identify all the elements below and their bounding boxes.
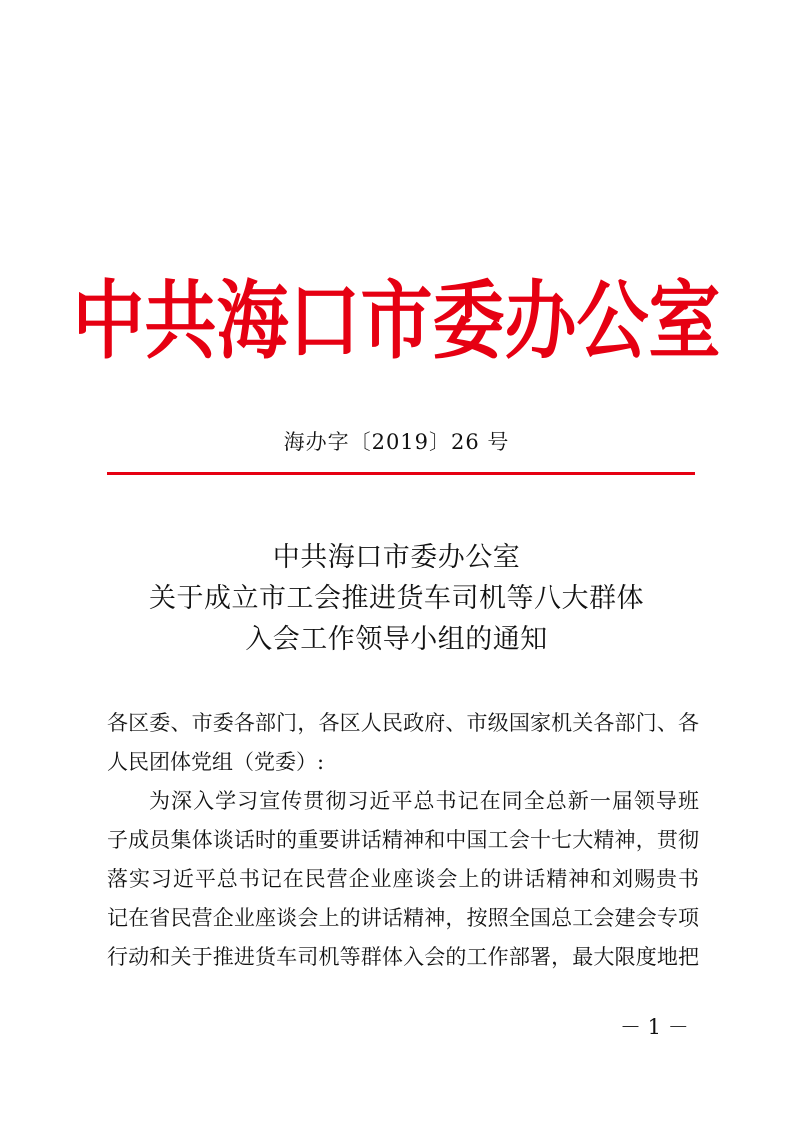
red-divider-rule bbox=[107, 472, 695, 475]
page-number: － 1 － bbox=[620, 1015, 689, 1039]
document-title bbox=[0, 537, 793, 660]
paragraph-line-3: 落实习近平总书记在民营企业座谈会上的讲话精神和刘赐贵书 bbox=[107, 867, 699, 891]
paragraph-line-5: 行动和关于推进货车司机等群体入会的工作部署，最大限度地把 bbox=[107, 945, 699, 969]
document-body bbox=[107, 704, 699, 977]
paragraph-line-2: 子成员集体谈话时的重要讲话精神和中国工会十七大精神，贯彻 bbox=[107, 828, 699, 852]
paragraph-line-1: 为深入学习宣传贯彻习近平总书记在同全总新一届领导班 bbox=[149, 789, 699, 813]
paragraph-line-4: 记在省民营企业座谈会上的讲话精神，按照全国总工会建会专项 bbox=[107, 906, 699, 930]
document-number: 海办字〔2019〕26 号 bbox=[283, 430, 510, 454]
addressee-line-2: 人民团体党组（党委）: bbox=[107, 750, 325, 774]
red-masthead: 中共海口市委办公室 bbox=[72, 270, 721, 371]
title-line-3: 入会工作领导小组的通知 bbox=[245, 624, 548, 655]
addressee-line-1: 各区委、市委各部门，各区人民政府、市级国家机关各部门、各 bbox=[107, 711, 699, 735]
title-line-1: 中共海口市委办公室 bbox=[272, 542, 521, 573]
title-line-2: 关于成立市工会推进货车司机等八大群体 bbox=[149, 583, 644, 614]
